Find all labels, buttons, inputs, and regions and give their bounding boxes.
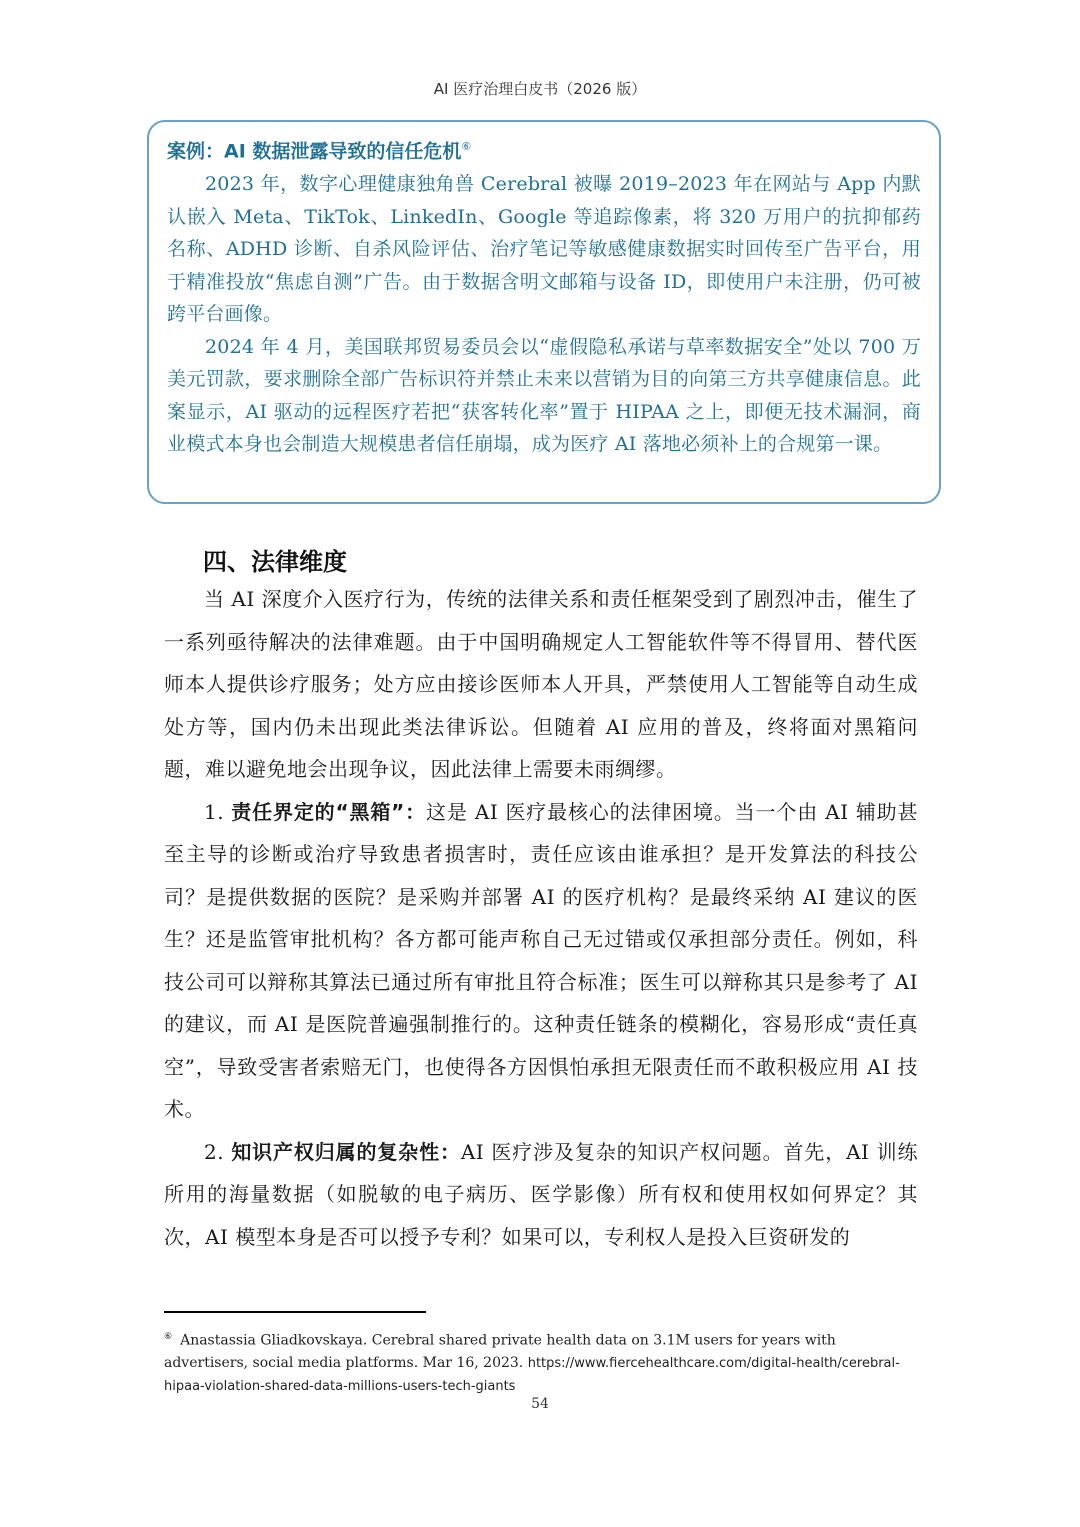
footnote-reference: ⑥ xyxy=(461,140,472,153)
footnote-mark: ⑥ xyxy=(164,1332,173,1342)
item-1-paragraph xyxy=(164,791,918,1131)
footnote-divider xyxy=(164,1311,426,1313)
case-study-box xyxy=(147,120,941,504)
section-heading: 四、法律维度 xyxy=(203,548,347,576)
item-1-number: 1. xyxy=(204,799,232,824)
intro-paragraph: 当 AI 深度介入医疗行为，传统的法律关系和责任框架受到了剧烈冲击，催生了一系列亟待解决的法律难题。由于中国明确规定人工智能软件等不得冒用、替代医师本人提供诊疗服务；处方应由接诊医师本人开具，严禁使用人工智能等自动生成处方等，国内仍未出现此类法律诉讼。但随着 AI 应用的普及，终将面对黑箱问题，难以避免地会出现争议，因此法律上需要未雨绸缪。 xyxy=(164,587,918,781)
footnote xyxy=(164,1326,918,1398)
footnote-citation: Anastassia Gliadkovskaya. Cerebral shared private health data on 3.1M users for years with advertisers, social media platforms. Mar 16, 2023. xyxy=(164,1332,836,1371)
item-1-heading: 责任界定的“黑箱”： xyxy=(231,799,427,824)
footnote-url[interactable]: https://www.fiercehealthcare.com/digital-health/cerebral-hipaa-violation-shared-data-millions-users-tech-giants xyxy=(164,1355,900,1394)
item-2-heading: 知识产权归属的复杂性： xyxy=(231,1139,461,1164)
case-paragraph-2: 2024 年 4 月，美国联邦贸易委员会以“虚假隐私承诺与草率数据安全”处以 700 万美元罚款，要求删除全部广告标识符并禁止未来以营销为目的向第三方共享健康信息。此案显示，AI 驱动的远程医疗若把“获客转化率”置于 HIPAA 之上，即便无技术漏洞，商业模式本身也会制造大规模患者信任崩塌，成为医疗 AI 落地必须补上的合规第一课。 xyxy=(167,335,921,456)
case-paragraph-1: 2023 年，数字心理健康独角兽 Cerebral 被曝 2019–2023 年在网站与 App 内默认嵌入 Meta、TikTok、LinkedIn、Google 等追踪像素，将 320 万用户的抗抑郁药名称、ADHD 诊断、自杀风险评估、治疗笔记等敏感健康数据实时回传至广告平台，用于精准投放“焦虑自测”广告。由于数据含明文邮箱与设备 ID，即使用户未注册，仍可被跨平台画像。 xyxy=(167,173,921,326)
case-study-title xyxy=(167,132,921,166)
body-text xyxy=(164,578,918,1258)
item-2-number: 2. xyxy=(204,1139,232,1164)
running-header: AI 医疗治理白皮书（2026 版） xyxy=(433,80,647,98)
item-2-paragraph xyxy=(164,1131,918,1259)
page-number: 54 xyxy=(531,1396,549,1412)
case-title-text: 案例：AI 数据泄露导致的信任危机 xyxy=(167,140,462,163)
item-1-text: 这是 AI 医疗最核心的法律困境。当一个由 AI 辅助甚至主导的诊断或治疗导致患者损害时，责任应该由谁承担？是开发算法的科技公司？是提供数据的医院？是采购并部署 AI 的医疗机构？是最终采纳 AI 建议的医生？还是监管审批机构？各方都可能声称自己无过错或仅承担部分责任。例如，科技公司可以辩称其算法已通过所有审批且符合标准；医生可以辩称其只是参考了 AI 的建议，而 AI 是医院普遍强制推行的。这种责任链条的模糊化，容易形成“责任真空”，导致受害者索赔无门，也使得各方因惧怕承担无限责任而不敢积极应用 AI 技术。 xyxy=(164,799,918,1121)
item-2-text: AI 医疗涉及复杂的知识产权问题。首先，AI 训练所用的海量数据（如脱敏的电子病历、医学影像）所有权和使用权如何界定？其次，AI 模型本身是否可以授予专利？如果可以，专利权人是投入巨资研发的 xyxy=(164,1139,919,1249)
